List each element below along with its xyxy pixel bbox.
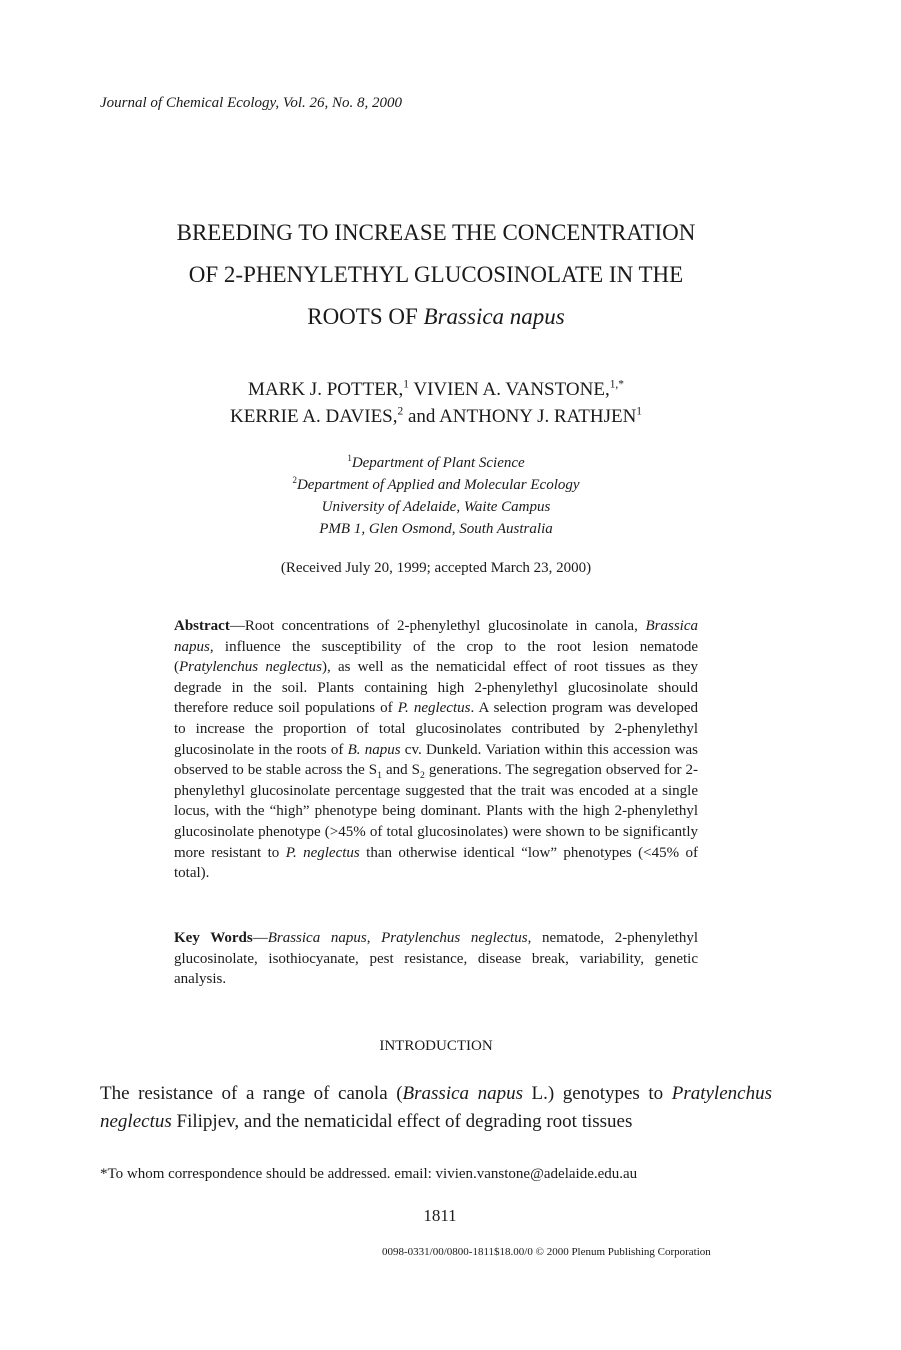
abstract-label: Abstract	[174, 618, 230, 634]
keywords-sep: ,	[366, 930, 382, 946]
keywords-rest: , nematode, 2-phenylethyl glucosinolate, isothiocyanate, pest resistance, disease break, variability, genetic analysis.	[174, 930, 699, 988]
author-davies-affil: 2	[397, 405, 404, 418]
affiliation-1-marker: 1	[347, 453, 352, 463]
section-heading-introduction: INTRODUCTION	[379, 1038, 493, 1054]
author-line-2	[100, 403, 772, 430]
abstract-italic-3: P. neglectus	[397, 700, 471, 717]
title-species: Brassica napus	[423, 304, 565, 329]
abstract-sub-2: 2	[419, 770, 425, 782]
affiliation-4: PMB 1, Glen Osmond, South Australia	[319, 521, 553, 537]
abstract	[174, 616, 698, 884]
affiliation-1	[100, 452, 772, 474]
author-potter-affil: 1	[403, 378, 409, 391]
affiliation-1-text: Department of Plant Science	[351, 455, 525, 471]
author-line-1	[100, 376, 772, 403]
intro-text-3: Filipjev, and the nematicidal effect of degrading root tissues	[171, 1111, 633, 1132]
title-line-3	[100, 296, 772, 338]
page-number: 1811	[423, 1206, 457, 1225]
abstract-italic-5: P. neglectus	[285, 844, 360, 861]
keyword-italic-1: Brassica napus	[267, 930, 367, 946]
affiliation-2-text: Department of Applied and Molecular Ecology	[296, 477, 580, 493]
introduction-paragraph	[100, 1080, 772, 1136]
author-vanstone: VIVIEN A. VANSTONE,	[408, 379, 610, 400]
author-rathjen: and ANTHONY J. RATHJEN	[403, 406, 637, 427]
abstract-text-6: and S	[381, 762, 420, 779]
keywords	[174, 928, 698, 990]
author-rathjen-affil: 1	[636, 405, 642, 418]
abstract-italic-4: B. napus	[347, 741, 401, 758]
keywords-dash: —	[252, 930, 268, 946]
abstract-text-5: cv. Dunkeld. Variation within this accession was observed to be stable across the S	[174, 741, 699, 779]
copyright-line: 0098-0331/00/0800-1811$18.00/0 © 2000 Plenum Publishing Corporation	[382, 1246, 711, 1258]
author-potter: MARK J. POTTER,	[248, 379, 404, 400]
affiliation-2	[100, 474, 772, 496]
author-vanstone-affil: 1,*	[609, 378, 624, 391]
abstract-text-4: . A selection program was developed to increase the proportion of total glucosinolates contributed by 2-phenylethyl glucosinolate in the roots of	[174, 700, 698, 758]
abstract-text-8: than otherwise identical “low” phenotypes (<45% of total).	[174, 844, 699, 882]
correspondence-footnote: *To whom correspondence should be addressed. email: vivien.vanstone@adelaide.edu.au	[100, 1166, 638, 1182]
title-line-1: BREEDING TO INCREASE THE CONCENTRATION	[176, 220, 696, 245]
affiliations	[100, 452, 772, 540]
article-title	[100, 212, 772, 338]
abstract-text-3: ), as well as the nematicidal effect of root tissues as they degrade in the soil. Plants containing high 2-phenylethyl glucosinolate should therefore reduce soil populations of	[174, 659, 698, 717]
title-line-3-prefix: ROOTS OF	[307, 304, 424, 329]
keyword-italic-2: Pratylenchus neglectus	[381, 930, 528, 946]
intro-italic-2: Pratylenchus neglectus	[100, 1083, 772, 1132]
affiliation-2-marker: 2	[292, 475, 297, 485]
intro-text-2: L.) genotypes to	[522, 1083, 672, 1104]
abstract-text-1: —Root concentrations of 2-phenylethyl glucosinolate in canola,	[229, 618, 646, 634]
abstract-text-7: generations. The segregation observed for 2-phenylethyl glucosinolate percentage suggested that the trait was encoded at a single locus, with the “high” phenotype being dominant. Plants with the high 2-phenylethyl glucosinolate phenotype (>45% of total glucosinolates) were shown to be significantly more resistant to	[174, 762, 699, 861]
keywords-label: Key Words	[174, 930, 253, 946]
title-line-2: OF 2-PHENYLETHYL GLUCOSINOLATE IN THE	[188, 262, 684, 287]
affiliation-3: University of Adelaide, Waite Campus	[321, 499, 551, 515]
abstract-sub-1: 1	[377, 770, 382, 782]
intro-italic-1: Brassica napus	[402, 1083, 523, 1104]
abstract-text-2: , influence the susceptibility of the crop to the root lesion nematode (	[174, 638, 698, 676]
abstract-italic-1: Brassica napus	[174, 618, 698, 655]
intro-text-1: The resistance of a range of canola (	[100, 1083, 403, 1104]
journal-citation: Journal of Chemical Ecology, Vol. 26, No. 8, 2000	[100, 95, 403, 111]
received-dates: (Received July 20, 1999; accepted March 23, 2000)	[280, 560, 592, 576]
author-list	[100, 376, 772, 430]
author-davies: KERRIE A. DAVIES,	[230, 406, 398, 427]
abstract-italic-2: Pratylenchus neglectus	[179, 659, 322, 676]
